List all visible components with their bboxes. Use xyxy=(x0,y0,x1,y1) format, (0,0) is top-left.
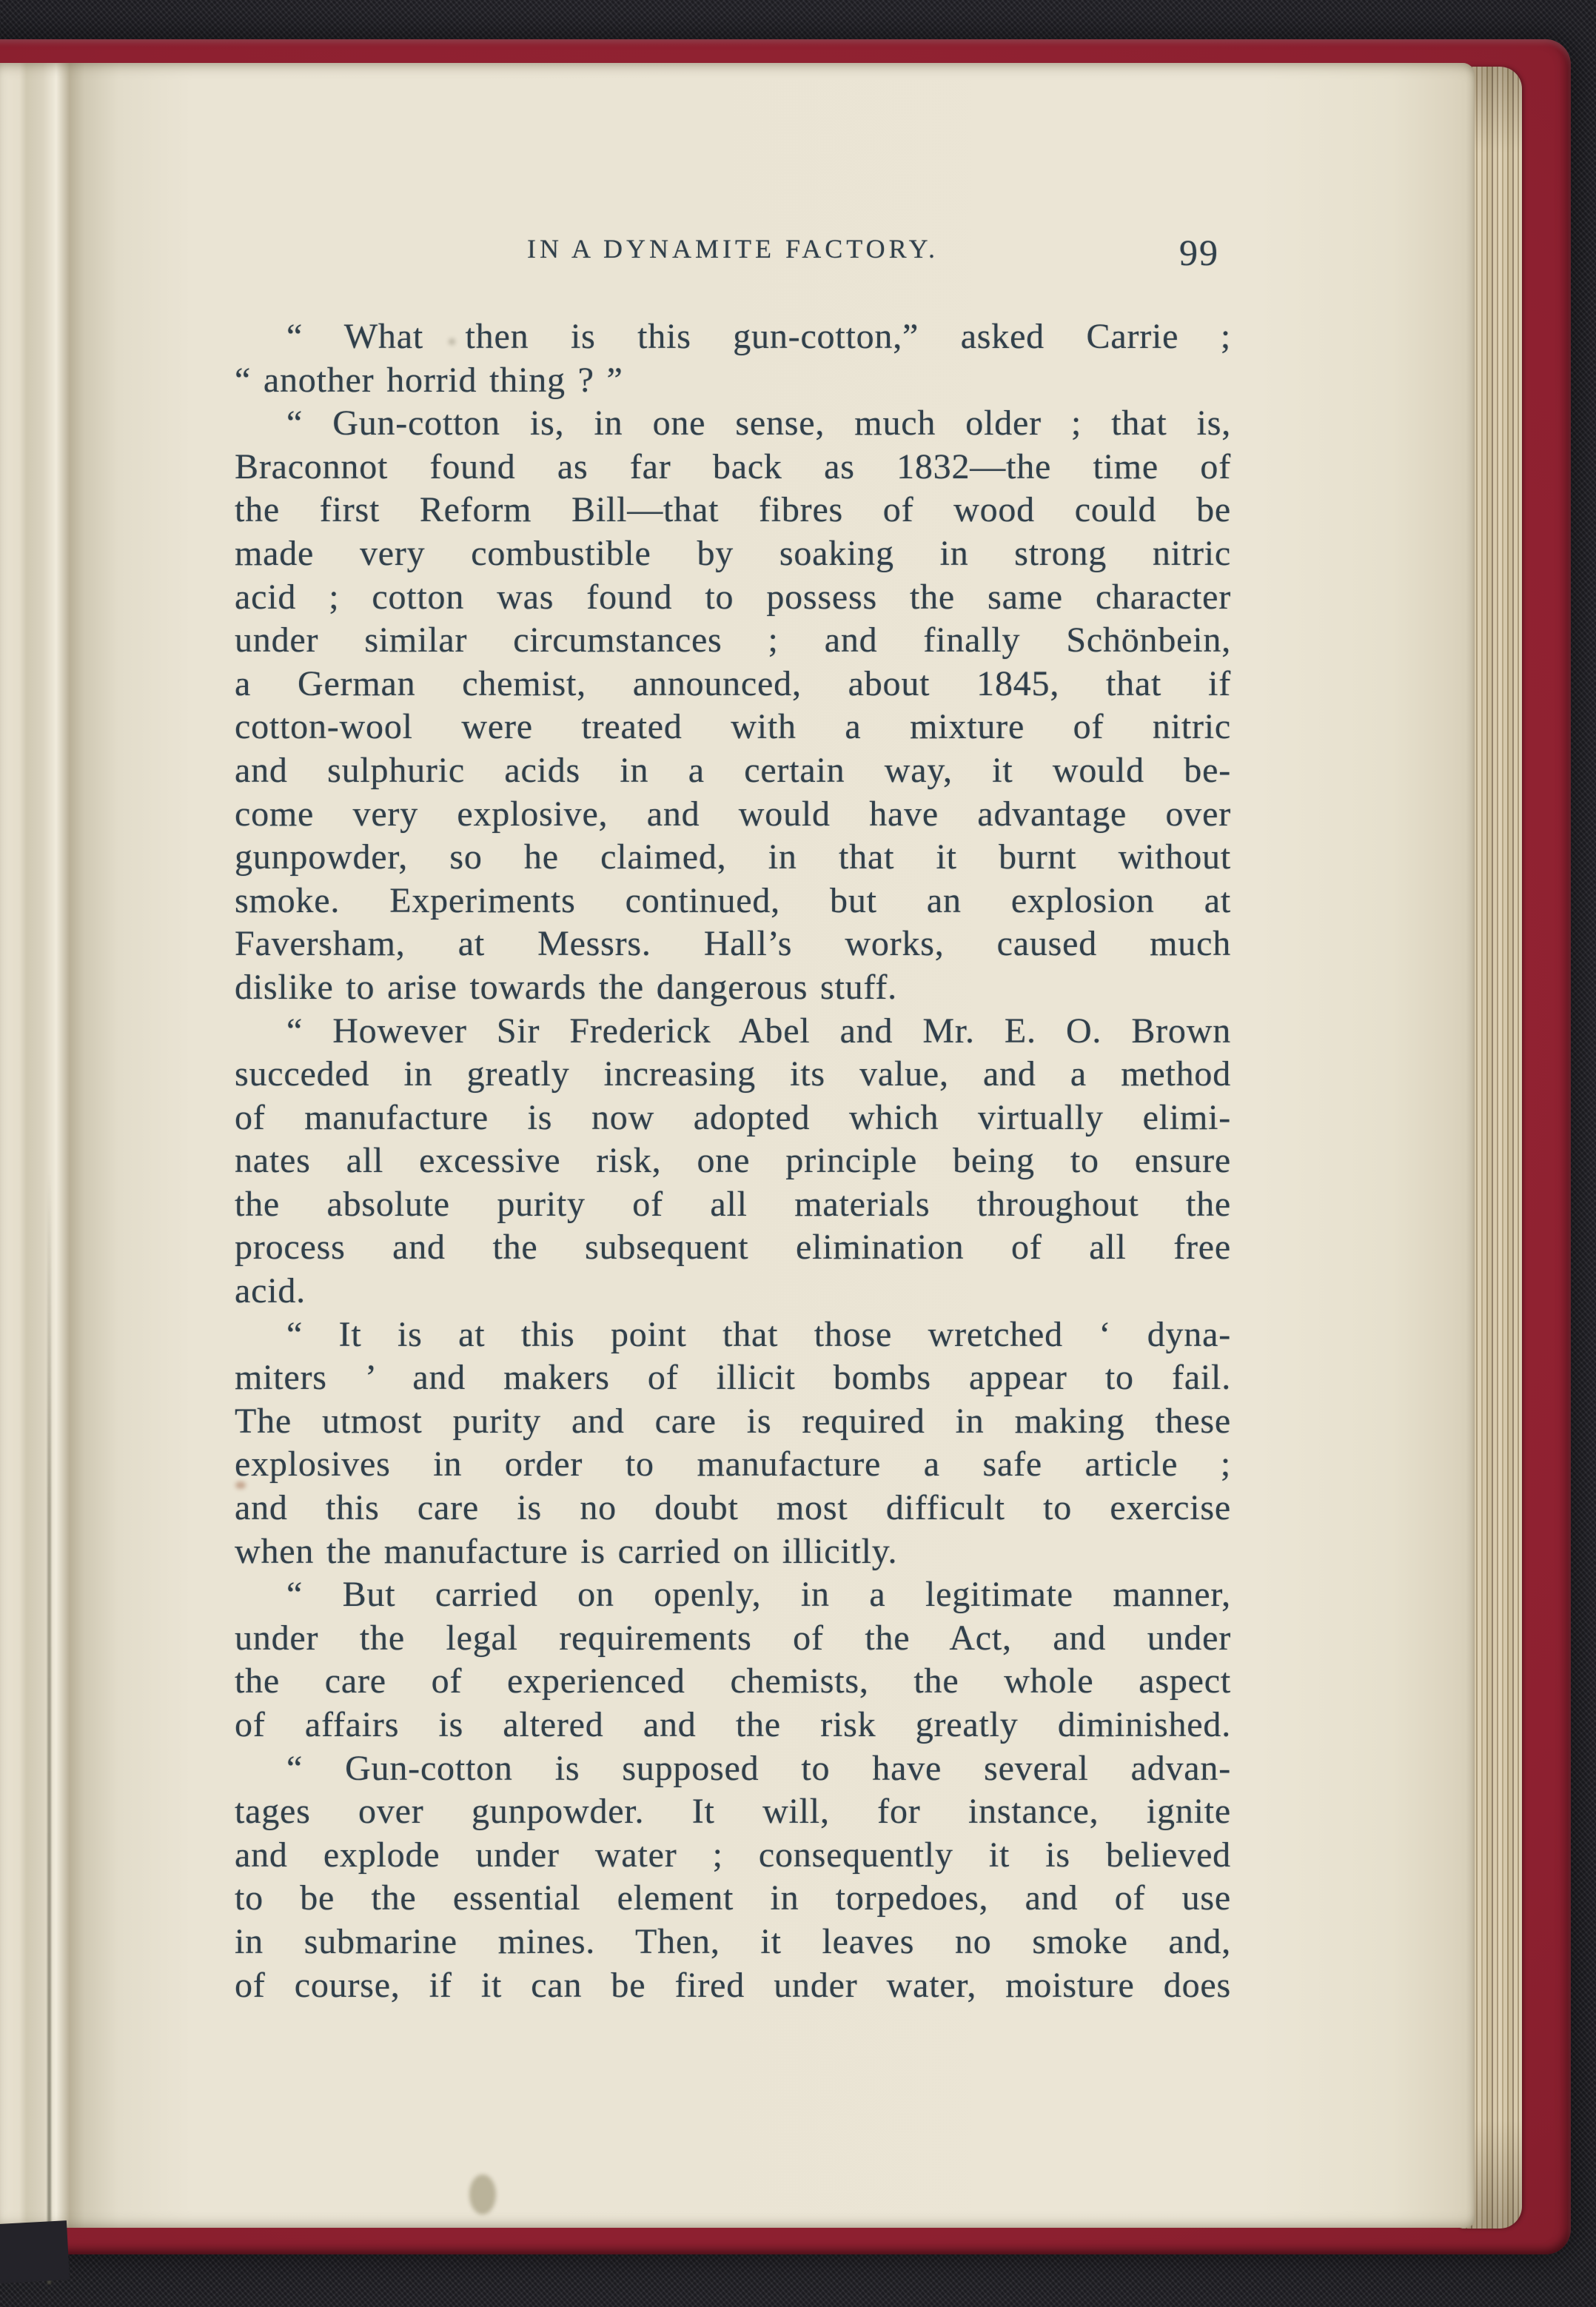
paper-stain xyxy=(469,2174,496,2214)
text-line: “ What then is this gun-cotton,” asked Carrie ; xyxy=(286,317,1231,356)
text-line: Braconnot found as far back as 1832—the time of xyxy=(235,446,1231,486)
body-text xyxy=(235,315,1231,2007)
text-line: and this care is no doubt most difficult to exercise xyxy=(235,1488,1231,1528)
text-line: succeded in greatly increasing its value, and a method xyxy=(235,1054,1231,1094)
text-line: “ But carried on openly, in a legitimate manner, xyxy=(286,1575,1231,1615)
text-line: when the manufacture is carried on illicitly. xyxy=(235,1531,898,1571)
text-line: “ Gun-cotton is supposed to have several advan- xyxy=(286,1748,1231,1788)
text-line: gunpowder, so he claimed, in that it burnt without xyxy=(235,837,1231,877)
text-line: “ It is at this point that those wretched ‘ dyna- xyxy=(286,1314,1231,1354)
text-line: of affairs is altered and the risk greatly diminished. xyxy=(235,1705,1231,1744)
text-line: Faversham, at Messrs. Hall’s works, caused much xyxy=(235,924,1231,964)
text-line: acid. xyxy=(235,1271,306,1311)
text-line: come very explosive, and would have advantage over xyxy=(235,794,1231,834)
text-line: made very combustible by soaking in strong nitric xyxy=(235,533,1231,573)
running-title: IN A DYNAMITE FACTORY. xyxy=(526,234,939,264)
text-line: process and the subsequent elimination of all free xyxy=(235,1228,1231,1268)
text-line: of manufacture is now adopted which virtually elimi- xyxy=(235,1097,1231,1137)
text-line: the absolute purity of all materials throughout the xyxy=(235,1184,1231,1224)
text-line: explosives in order to manufacture a safe article ; xyxy=(235,1444,1231,1484)
page-number: 99 xyxy=(1179,232,1219,273)
text-line: cotton-wool were treated with a mixture of nitric xyxy=(235,707,1231,747)
text-line: and explode under water ; consequently it is believed xyxy=(235,1835,1231,1875)
text-line: smoke. Experiments continued, but an explosion at xyxy=(235,880,1231,920)
text-line: the first Reform Bill—that fibres of wood could be xyxy=(235,490,1231,530)
text-line: in submarine mines. Then, it leaves no smoke and, xyxy=(235,1921,1231,1961)
text-line: acid ; cotton was found to possess the same character xyxy=(235,577,1231,617)
text-line: The utmost purity and care is required in making these xyxy=(235,1401,1231,1441)
text-line: a German chemist, announced, about 1845, that if xyxy=(235,663,1231,703)
text-line: and sulphuric acids in a certain way, it would be- xyxy=(235,750,1231,790)
text-line: “ another horrid thing ? ” xyxy=(235,360,623,400)
text-line: under similar circumstances ; and finally Schönbein, xyxy=(235,620,1231,660)
cover-corner-shadow xyxy=(0,2220,70,2284)
text-line: miters ’ and makers of illicit bombs appear to fail. xyxy=(235,1358,1231,1398)
text-line: nates all excessive risk, one principle being to ensure xyxy=(235,1141,1231,1181)
text-line: tages over gunpowder. It will, for instance, ignite xyxy=(235,1792,1231,1832)
text-line: to be the essential element in torpedoes, and of use xyxy=(235,1878,1231,1918)
text-line: of course, if it can be fired under water, moisture does xyxy=(235,1965,1231,2005)
text-line: “ Gun-cotton is, in one sense, much older ; that is, xyxy=(286,404,1231,443)
text-line: “ However Sir Frederick Abel and Mr. E. O. Brown xyxy=(286,1011,1231,1051)
text-line: dislike to arise towards the dangerous stuff. xyxy=(235,967,897,1007)
text-line: under the legal requirements of the Act, and under xyxy=(235,1618,1231,1658)
gutter-crease xyxy=(47,1173,51,2284)
text-line: the care of experienced chemists, the whole aspect xyxy=(235,1661,1231,1701)
